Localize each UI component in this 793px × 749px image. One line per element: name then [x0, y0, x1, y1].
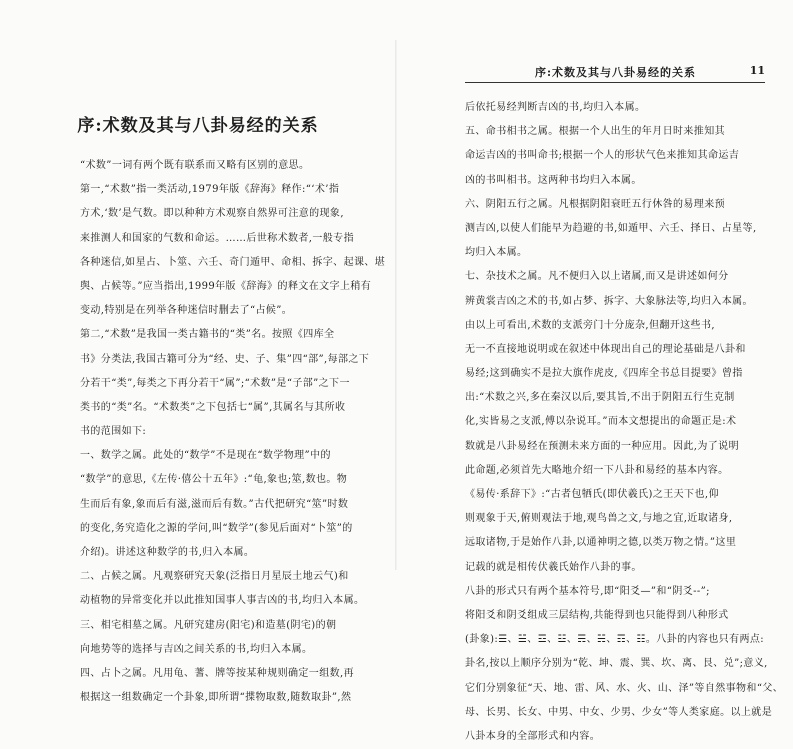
text-line: 书的范围如下:	[80, 426, 147, 438]
text-line: 则观象于天,俯则观法于地,观鸟兽之文,与地之宜,近取诸身,	[465, 513, 733, 525]
text-line: 第二,“术数”是我国一类古籍书的“类”名。按照《四库全	[80, 329, 335, 341]
text-line: 《易传·系辞下》:“古者包牺氏(即伏羲氏)之王天下也,仰	[465, 489, 719, 500]
header-rule	[465, 82, 765, 83]
text-line: 远取诸物,于是始作八卦,以通神明之德,以类万物之情。”这里	[465, 537, 737, 549]
right-page-body	[465, 96, 784, 749]
text-line: 向地势等的选择与吉凶之间关系的书,均归入本属。	[80, 643, 313, 655]
text-line: 书》分类法,我国古籍可分为“经、史、子、集”四“部”,每部之下	[80, 353, 370, 365]
text-line: 出:“术数之兴,多在秦汉以后,要其旨,不出于阴阳五行生克制	[465, 392, 735, 404]
text-line: 无一不直接地说明或在叙述中体现出自己的理论基础是八卦和	[465, 343, 746, 355]
text-line: 均归入本属。	[465, 247, 528, 259]
page-header	[465, 64, 765, 80]
text-line: 辨黄裳吉凶之术的书,如占梦、拆字、大象脉法等,均归入本属。	[465, 295, 753, 307]
text-line: 五、命书相书之属。根据一个人出生的年月日时来推知其	[465, 126, 725, 138]
text-line: 一、数学之属。此处的“数学”不是现在“数学物理”中的	[80, 450, 331, 462]
text-line: 来推测人和国家的气数和命运。……后世称术数者,一般专指	[80, 232, 354, 244]
text-line: 介绍)。讲述这种数学的书,归入本属。	[80, 547, 255, 558]
left-page	[0, 0, 396, 704]
text-line: 八卦的形式只有两个基本符号,即“阳爻—”和“阴爻--”;	[465, 585, 710, 597]
text-line: 方术,‘数’是气数。即以种种方术观察自然界可注意的现象,	[80, 208, 344, 220]
text-line: 六、阴阳五行之属。凡根据阴阳衰旺五行休咎的易理来预	[465, 198, 725, 210]
text-line: 根据这一组数确定一个卦象,即所谓“揲物取数,随数取卦”,然	[80, 692, 352, 704]
text-line: 类书的“类”名。“术数类”之下包括七“属”,其属名与其所收	[80, 401, 346, 413]
text-line: 后依托易经判断吉凶的书,均归入本属。	[465, 102, 646, 113]
text-line: 卦名,按以上顺序分别为“乾、坤、震、巽、坎、离、艮、兑”;意义,	[465, 658, 768, 670]
text-line: 由以上可看出,术数的支派旁门十分庞杂,但翻开这些书,	[465, 319, 715, 331]
text-line: 三、相宅相墓之属。凡研究建房(阳宅)和造墓(阴宅)的朝	[80, 619, 337, 631]
text-line: 命运吉凶的书叫命书;根据一个人的形状气色来推知其命运吉	[465, 150, 740, 162]
page-number: 11	[749, 64, 765, 77]
text-line: 测吉凶,以使人们能早为趋避的书,如遁甲、六壬、择日、占星等,	[465, 222, 757, 234]
running-title: 序:术数及其与八卦易经的关系	[535, 66, 697, 79]
text-line: 它们分别象征“天、地、雷、风、水、火、山、泽”等自然事物和“父、	[465, 682, 784, 694]
text-line: 的变化,务究造化之源的学问,叫“数学”(参见后面对“卜筮”的	[80, 522, 353, 534]
text-line: 第一,“术数”指一类活动,1979年版《辞海》释作:“‘术’指	[80, 184, 340, 196]
right-page	[397, 0, 793, 742]
text-line: “数学”的意思,《左传·僖公十五年》:“龟,象也;筮,数也。物	[80, 474, 348, 486]
text-line: 动植物的异常变化并以此推知国事人事吉凶的书,均归入本属。	[80, 595, 365, 607]
text-line: 八卦本身的全部形式和内容。	[465, 730, 601, 742]
text-line: 各种迷信,如星占、卜筮、六壬、奇门遁甲、命相、拆字、起课、堪	[80, 256, 386, 268]
text-line: 四、占卜之属。凡用龟、蓍、牌等按某种规则确定一组数,再	[80, 667, 354, 679]
left-page-body	[80, 154, 386, 710]
text-line: (卦象):☰、☱、☲、☳、☴、☵、☶、☷。八卦的内容也只有两点:	[465, 634, 765, 646]
text-line: 生而后有象,象而后有滋,滋而后有数。”古代把研究“筮”时数	[80, 498, 349, 510]
text-line: 分若干“类”,每类之下再分若干“属”;“术数”是“子部”之下一	[80, 377, 350, 389]
text-line: “术数”一词有两个既有联系而又略有区别的意思。	[80, 160, 310, 171]
text-line: 数就是八卦易经在预测未来方面的一种应用。因此,为了说明	[465, 440, 739, 452]
chapter-title: 序:术数及其与八卦易经的关系	[77, 116, 319, 136]
text-line: 将阳爻和阴爻组成三层结构,共能得到也只能得到八种形式	[465, 609, 729, 621]
text-line: 凶的书叫相书。这两种书均归入本属。	[465, 174, 642, 186]
text-line: 变动,特别是在列举各种迷信时删去了“占候”。	[80, 305, 293, 317]
text-line: 二、占候之属。凡观察研究天象(泛指日月星辰土地云气)和	[80, 571, 349, 583]
text-line: 此命题,必须首先大略地介绍一下八卦和易经的基本内容。	[465, 464, 729, 476]
text-line: 母、长男、长女、中男、中女、少男、少女”等人类家庭。以上就是	[465, 706, 773, 718]
text-line: 易经;这到确实不是拉大旗作虎皮,《四库全书总目提要》曾指	[465, 368, 743, 380]
text-line: 舆、占候等。”应当指出,1999年版《辞海》的释文在文字上稍有	[80, 280, 372, 292]
text-line: 七、杂技术之属。凡不便归入以上诸属,而又是讲述如何分	[465, 271, 729, 283]
text-line: 记载的就是相传伏羲氏始作八卦的事。	[465, 561, 642, 573]
text-line: 化,实皆易之支派,傅以杂说耳。”而本文想提出的命题正是:术	[465, 416, 737, 428]
